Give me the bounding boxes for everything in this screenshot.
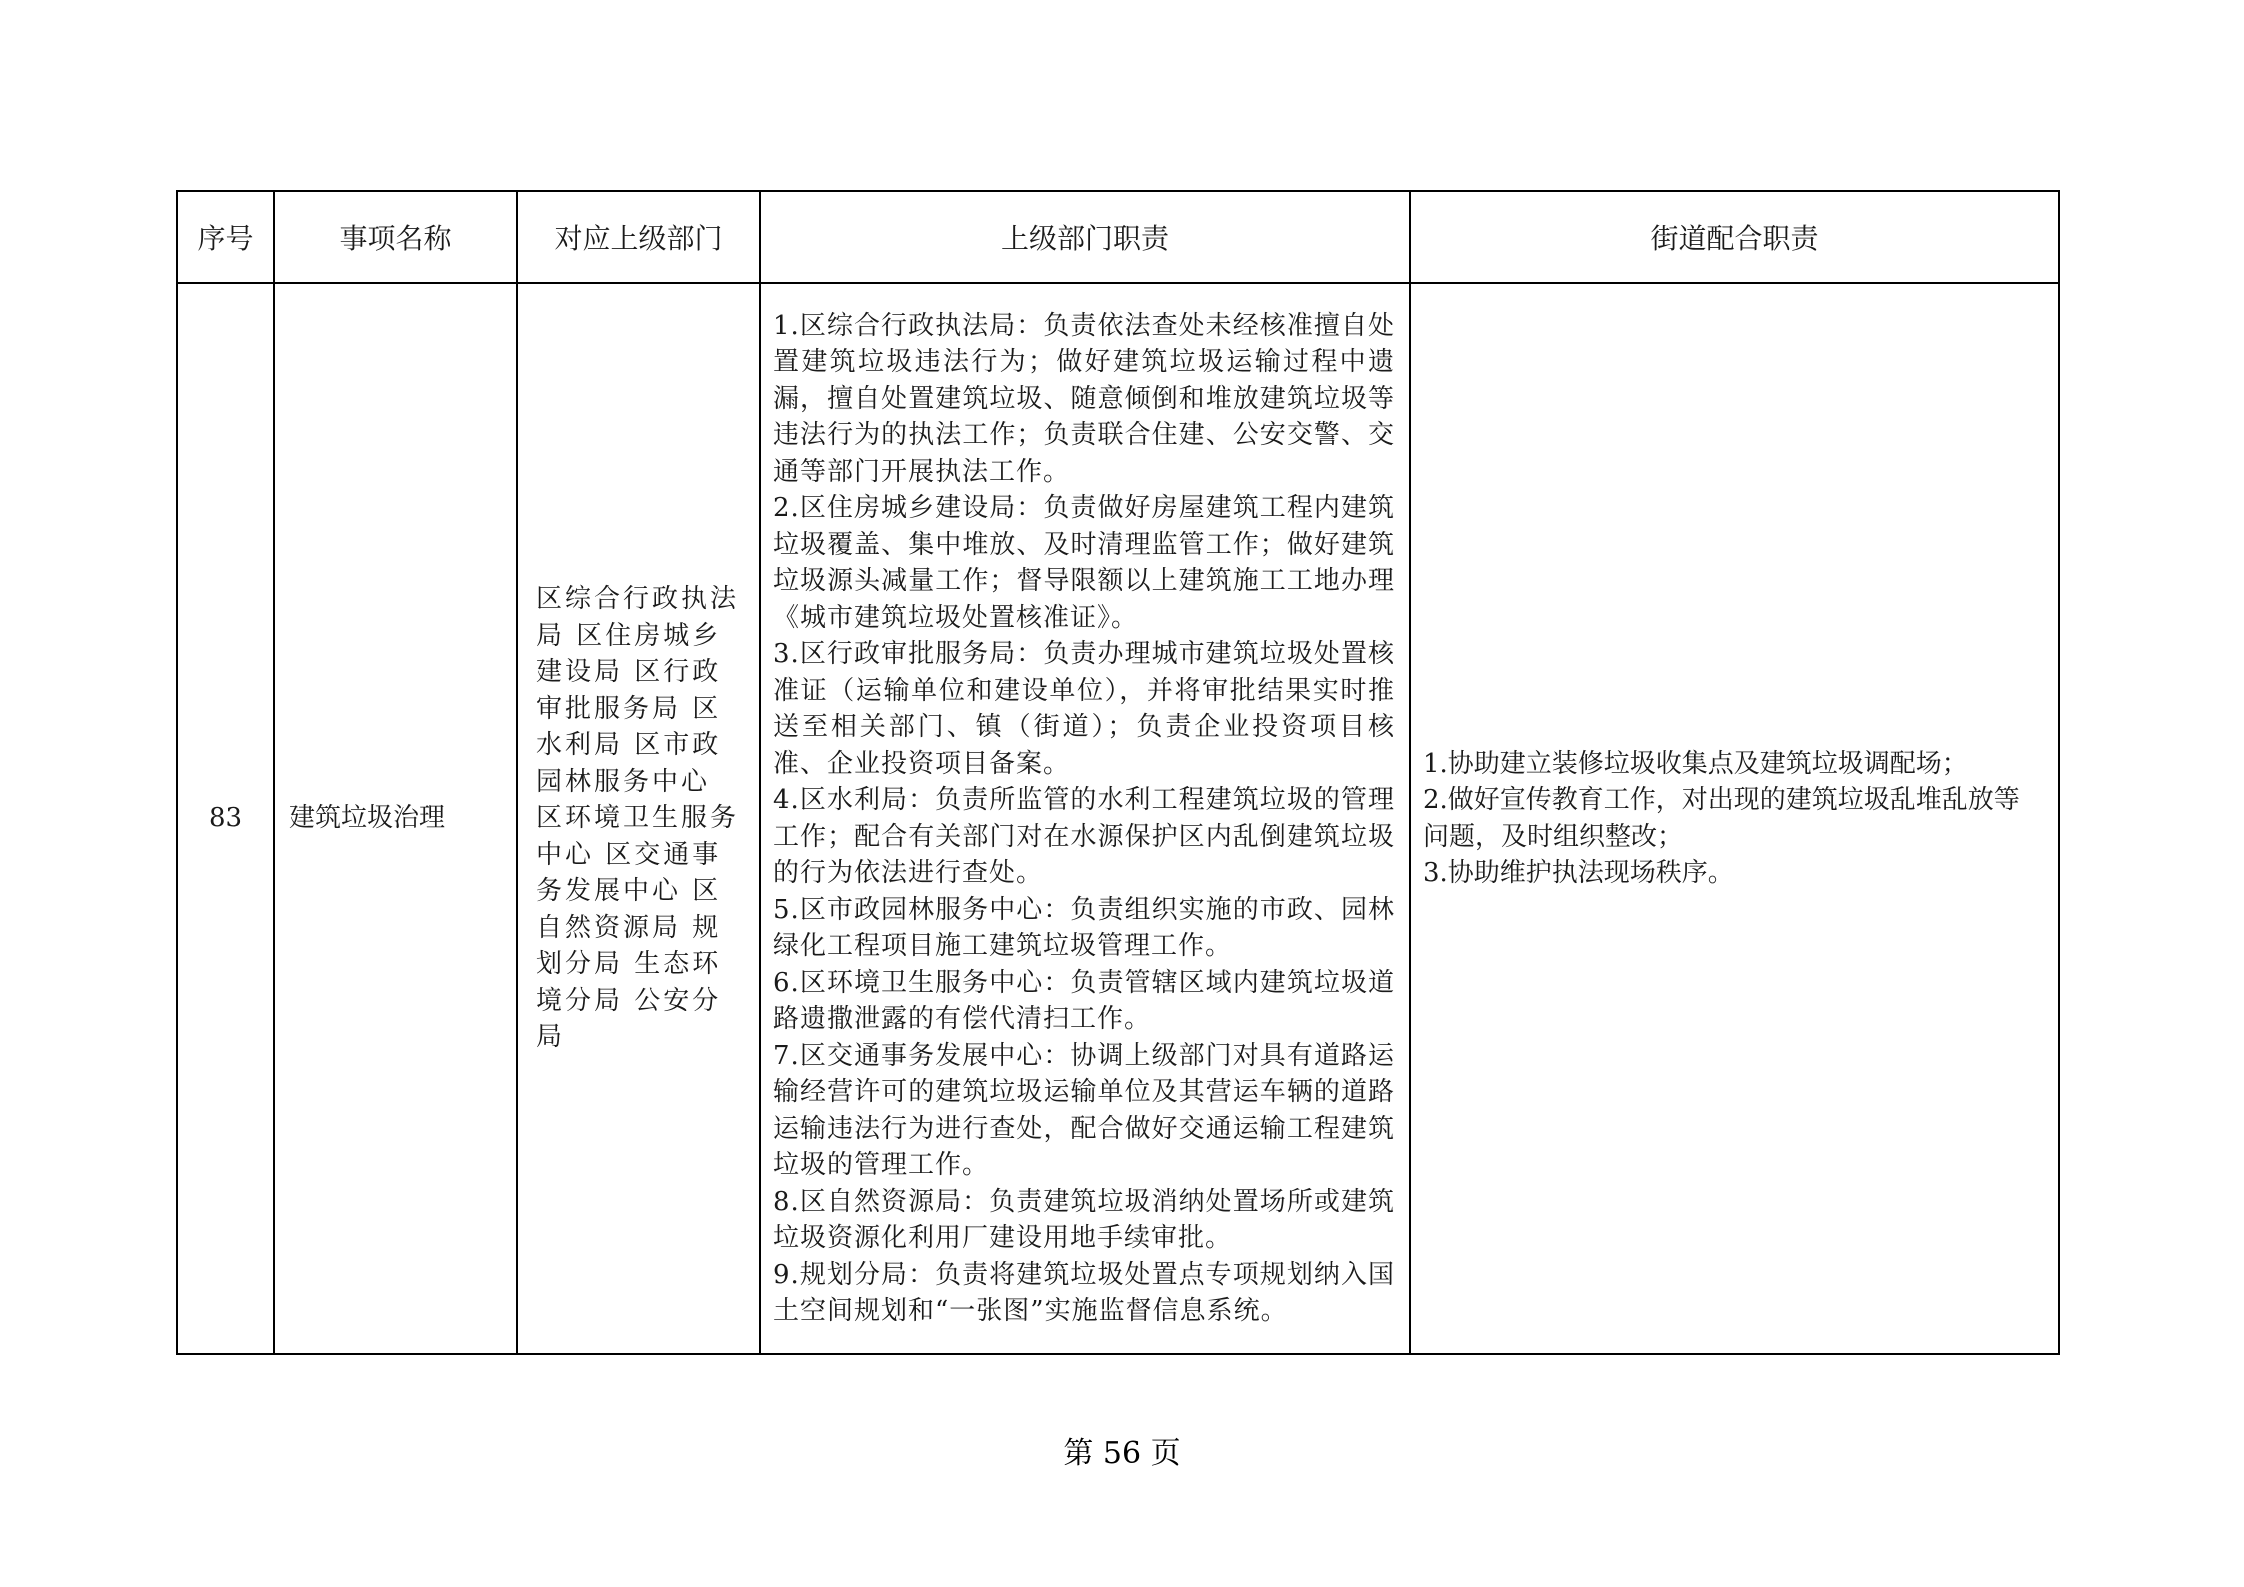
- street-duty-item: 1.协助建立装修垃圾收集点及建筑垃圾调配场；: [1423, 748, 1968, 779]
- cell-upper-duties: [760, 283, 1410, 1354]
- street-duty-item: 3.协助维护执法现场秩序。: [1423, 858, 1734, 888]
- header-street-duties: 街道配合职责: [1410, 191, 2059, 283]
- header-no: 序号: [177, 191, 274, 283]
- duty-table: [176, 190, 2060, 1355]
- upper-duty-item: 6.区环境卫生服务中心：负责管辖区域内建筑垃圾道路遗撒泄露的有偿代清扫工作。: [773, 967, 1395, 1034]
- header-upper-duties: 上级部门职责: [760, 191, 1410, 283]
- upper-duty-item: 5.区市政园林服务中心：负责组织实施的市政、园林绿化工程项目施工建筑垃圾管理工作。: [773, 894, 1395, 961]
- cell-street-duties: [1410, 283, 2059, 1354]
- upper-duty-item: 9.规划分局：负责将建筑垃圾处置点专项规划纳入国土空间规划和“一张图”实施监督信息系统。: [773, 1259, 1395, 1326]
- upper-duty-item: 2.区住房城乡建设局：负责做好房屋建筑工程内建筑垃圾覆盖、集中堆放、及时清理监管工作；做好建筑垃圾源头减量工作；督导限额以上建筑施工工地办理《城市建筑垃圾处置核准证》。: [773, 493, 1395, 633]
- table-row: [177, 283, 2059, 1354]
- upper-duty-item: 7.区交通事务发展中心：协调上级部门对具有道路运输经营许可的建筑垃圾运输单位及其营运车辆的道路运输违法行为进行查处，配合做好交通运输工程建筑垃圾的管理工作。: [773, 1040, 1395, 1180]
- upper-duty-item: 8.区自然资源局：负责建筑垃圾消纳处置场所或建筑垃圾资源化利用厂建设用地手续审批。: [773, 1186, 1395, 1253]
- upper-duty-item: 4.区水利局：负责所监管的水利工程建筑垃圾的管理工作；配合有关部门对在水源保护区内乱倒建筑垃圾的行为依法进行查处。: [773, 785, 1395, 888]
- cell-no: 83: [177, 283, 274, 1354]
- cell-item-name: 建筑垃圾治理: [274, 283, 517, 1354]
- header-item-name: 事项名称: [274, 191, 517, 283]
- table-header-row: [177, 191, 2059, 283]
- page-number: 第 56 页: [1063, 1436, 1181, 1471]
- cell-departments: 区综合行政执法局 区住房城乡建设局 区行政审批服务局 区水利局 区市政园林服务中心 区环境卫生服务中心 区交通事务发展中心 区自然资源局 规划分局 生态环境分局 公安分局: [517, 283, 760, 1354]
- upper-duty-item: 1.区综合行政执法局：负责依法查处未经核准擅自处置建筑垃圾违法行为；做好建筑垃圾运输过程中遗漏，擅自处置建筑垃圾、随意倾倒和堆放建筑垃圾等违法行为的执法工作；负责联合住建、公安交警、交通等部门开展执法工作。: [773, 310, 1395, 487]
- header-department: 对应上级部门: [517, 191, 760, 283]
- upper-duty-item: 3.区行政审批服务局：负责办理城市建筑垃圾处置核准证（运输单位和建设单位），并将审批结果实时推送至相关部门、镇（街道）；负责企业投资项目核准、企业投资项目备案。: [773, 639, 1395, 779]
- street-duty-item: 2.做好宣传教育工作，对出现的建筑垃圾乱堆乱放等问题，及时组织整改；: [1423, 785, 2020, 852]
